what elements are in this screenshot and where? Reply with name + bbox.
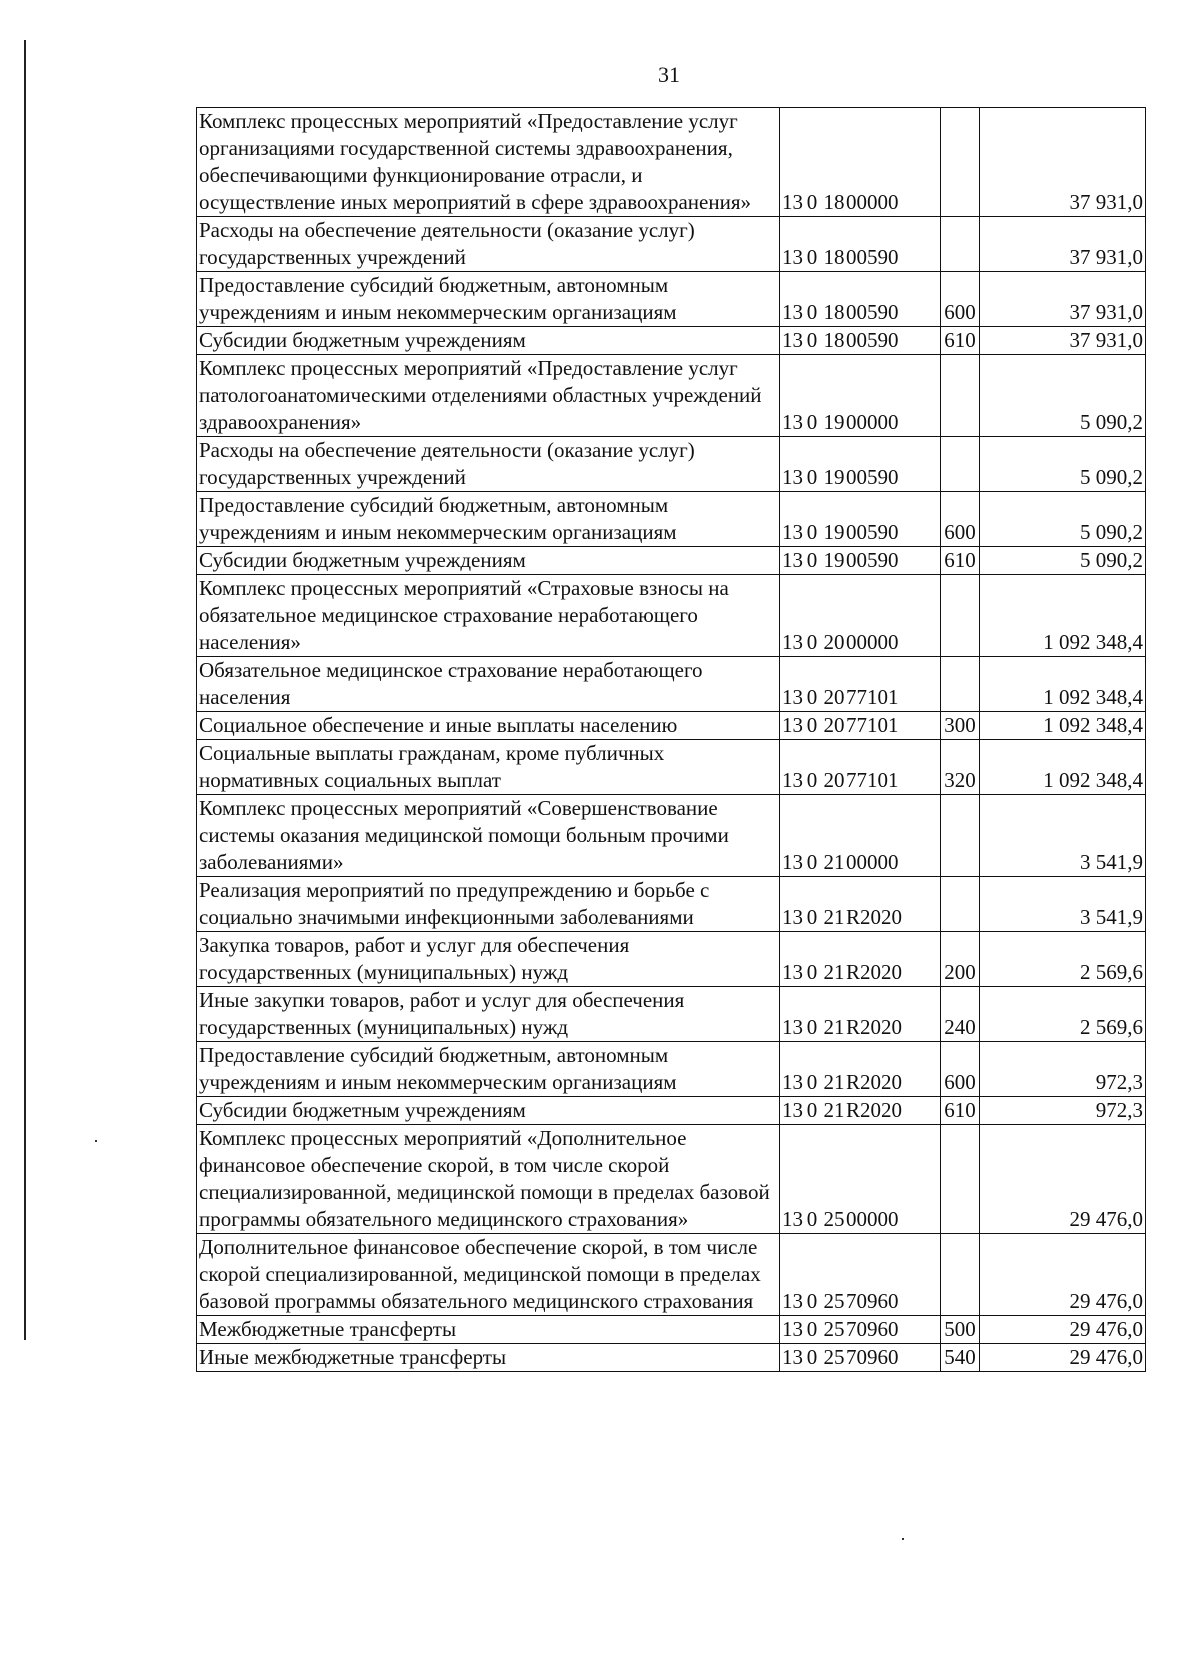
row-expense-type bbox=[941, 1125, 980, 1234]
row-expense-type bbox=[941, 355, 980, 437]
row-amount: 29 476,0 bbox=[980, 1316, 1146, 1344]
row-code bbox=[780, 1097, 941, 1125]
row-code-part: 0 bbox=[806, 520, 818, 544]
row-code-part: 00590 bbox=[846, 520, 899, 544]
row-code-part: 0 bbox=[806, 300, 818, 324]
row-code-part: 70960 bbox=[846, 1345, 899, 1369]
row-code bbox=[780, 877, 941, 932]
row-code-part: 0 bbox=[806, 1289, 818, 1313]
row-expense-type: 600 bbox=[941, 492, 980, 547]
table-row bbox=[197, 108, 1146, 217]
row-expense-type: 610 bbox=[941, 547, 980, 575]
table-row bbox=[197, 437, 1146, 492]
row-code-part: 13 bbox=[782, 960, 803, 984]
row-code-part: 20 bbox=[823, 713, 845, 737]
scan-speck bbox=[95, 1140, 97, 1142]
row-code-part: 21 bbox=[823, 1070, 845, 1094]
row-code-part: R2020 bbox=[846, 960, 903, 984]
row-code bbox=[780, 575, 941, 657]
row-code-part: 13 bbox=[782, 300, 803, 324]
table-row bbox=[197, 1042, 1146, 1097]
row-amount: 29 476,0 bbox=[980, 1234, 1146, 1316]
row-code-part: 00590 bbox=[846, 300, 899, 324]
row-name: Расходы на обеспечение деятельности (оказание услуг) государственных учреждений bbox=[197, 437, 780, 492]
row-code-part: 13 bbox=[782, 1207, 803, 1231]
row-code-part: 00000 bbox=[846, 850, 899, 874]
row-code-part: 77101 bbox=[846, 685, 899, 709]
row-code bbox=[780, 1042, 941, 1097]
row-amount: 37 931,0 bbox=[980, 108, 1146, 217]
budget-table-body bbox=[197, 108, 1146, 1372]
row-expense-type bbox=[941, 877, 980, 932]
row-code-part: 0 bbox=[806, 328, 818, 352]
row-code bbox=[780, 1125, 941, 1234]
row-code-part: 0 bbox=[806, 465, 818, 489]
scan-speck bbox=[902, 1538, 904, 1540]
row-code bbox=[780, 1316, 941, 1344]
table-row bbox=[197, 492, 1146, 547]
table-row bbox=[197, 355, 1146, 437]
row-code-part: 13 bbox=[782, 245, 803, 269]
row-expense-type: 300 bbox=[941, 712, 980, 740]
row-code-part: 77101 bbox=[846, 768, 899, 792]
row-code-part: 20 bbox=[823, 685, 845, 709]
row-name: Дополнительное финансовое обеспечение скорой, в том числе скорой специализированной, медицинской помощи в пределах базовой программы обязательного медицинского страхования bbox=[197, 1234, 780, 1316]
row-code-part: 13 bbox=[782, 190, 803, 214]
table-row bbox=[197, 740, 1146, 795]
row-name: Предоставление субсидий бюджетным, автономным учреждениям и иным некоммерческим организациям bbox=[197, 272, 780, 327]
table-row bbox=[197, 712, 1146, 740]
scan-margin-line bbox=[24, 40, 26, 1340]
row-code-part: 25 bbox=[823, 1207, 845, 1231]
row-code-part: 13 bbox=[782, 1070, 803, 1094]
row-code-part: 0 bbox=[806, 245, 818, 269]
row-code-part: R2020 bbox=[846, 905, 903, 929]
row-amount: 37 931,0 bbox=[980, 217, 1146, 272]
row-code bbox=[780, 327, 941, 355]
row-code-part: 19 bbox=[823, 548, 845, 572]
row-name: Предоставление субсидий бюджетным, автономным учреждениям и иным некоммерческим организациям bbox=[197, 492, 780, 547]
row-expense-type bbox=[941, 108, 980, 217]
row-expense-type: 500 bbox=[941, 1316, 980, 1344]
row-code-part: 13 bbox=[782, 1345, 803, 1369]
row-code-part: 18 bbox=[823, 300, 845, 324]
row-expense-type bbox=[941, 575, 980, 657]
row-code bbox=[780, 217, 941, 272]
row-code-part: 00000 bbox=[846, 190, 899, 214]
row-code-part: 70960 bbox=[846, 1289, 899, 1313]
row-code-part: 0 bbox=[806, 410, 818, 434]
row-amount: 1 092 348,4 bbox=[980, 740, 1146, 795]
row-code bbox=[780, 108, 941, 217]
row-code-part: 0 bbox=[806, 713, 818, 737]
row-code-part: 77101 bbox=[846, 713, 899, 737]
table-row bbox=[197, 795, 1146, 877]
row-code-part: 0 bbox=[806, 850, 818, 874]
row-code-part: 00000 bbox=[846, 410, 899, 434]
row-amount: 37 931,0 bbox=[980, 272, 1146, 327]
row-code-part: 00000 bbox=[846, 630, 899, 654]
row-amount: 2 569,6 bbox=[980, 932, 1146, 987]
table-row bbox=[197, 657, 1146, 712]
row-expense-type: 540 bbox=[941, 1344, 980, 1372]
row-amount: 972,3 bbox=[980, 1097, 1146, 1125]
row-code-part: 0 bbox=[806, 905, 818, 929]
page-number: 31 bbox=[658, 62, 680, 87]
row-name: Комплекс процессных мероприятий «Предоставление услуг патологоанатомическими отделениями областных учреждений здравоохранения» bbox=[197, 355, 780, 437]
row-code-part: 21 bbox=[823, 1015, 845, 1039]
row-name: Комплекс процессных мероприятий «Предоставление услуг организациями государственной системы здравоохранения, обеспечивающими функционирование отрасли, и осуществление иных мероприятий в сфере здравоохранения» bbox=[197, 108, 780, 217]
row-code-part: 13 bbox=[782, 465, 803, 489]
row-code-part: 13 bbox=[782, 630, 803, 654]
row-code-part: 0 bbox=[806, 1317, 818, 1341]
row-code-part: 13 bbox=[782, 685, 803, 709]
table-row bbox=[197, 1316, 1146, 1344]
table-row bbox=[197, 1125, 1146, 1234]
row-name: Комплекс процессных мероприятий «Дополнительное финансовое обеспечение скорой, в том числе скорой специализированной, медицинской помощи в пределах базовой программы обязательного медицинского страхования» bbox=[197, 1125, 780, 1234]
row-code bbox=[780, 547, 941, 575]
row-name: Иные межбюджетные трансферты bbox=[197, 1344, 780, 1372]
table-row bbox=[197, 1344, 1146, 1372]
row-amount: 5 090,2 bbox=[980, 547, 1146, 575]
row-code-part: 0 bbox=[806, 1070, 818, 1094]
row-code-part: 13 bbox=[782, 1098, 803, 1122]
row-amount: 1 092 348,4 bbox=[980, 712, 1146, 740]
row-code-part: R2020 bbox=[846, 1015, 903, 1039]
row-code-part: 00590 bbox=[846, 548, 899, 572]
row-amount: 3 541,9 bbox=[980, 877, 1146, 932]
row-code-part: 13 bbox=[782, 1317, 803, 1341]
row-name: Обязательное медицинское страхование неработающего населения bbox=[197, 657, 780, 712]
row-expense-type bbox=[941, 437, 980, 492]
row-name: Комплекс процессных мероприятий «Страховые взносы на обязательное медицинское страхование неработающего населения» bbox=[197, 575, 780, 657]
table-row bbox=[197, 327, 1146, 355]
row-code-part: 13 bbox=[782, 850, 803, 874]
row-code-part: 13 bbox=[782, 410, 803, 434]
row-name: Субсидии бюджетным учреждениям bbox=[197, 547, 780, 575]
row-name: Субсидии бюджетным учреждениям bbox=[197, 1097, 780, 1125]
row-name: Социальные выплаты гражданам, кроме публичных нормативных социальных выплат bbox=[197, 740, 780, 795]
row-expense-type: 200 bbox=[941, 932, 980, 987]
row-code-part: 0 bbox=[806, 1098, 818, 1122]
row-amount: 2 569,6 bbox=[980, 987, 1146, 1042]
row-expense-type: 600 bbox=[941, 272, 980, 327]
row-amount: 3 541,9 bbox=[980, 795, 1146, 877]
row-code-part: 13 bbox=[782, 1015, 803, 1039]
row-code bbox=[780, 355, 941, 437]
row-code-part: 00590 bbox=[846, 328, 899, 352]
row-name: Предоставление субсидий бюджетным, автономным учреждениям и иным некоммерческим организациям bbox=[197, 1042, 780, 1097]
row-code-part: 00590 bbox=[846, 465, 899, 489]
row-code-part: 0 bbox=[806, 548, 818, 572]
row-code-part: 13 bbox=[782, 520, 803, 544]
row-code-part: 21 bbox=[823, 1098, 845, 1122]
row-code-part: 0 bbox=[806, 1015, 818, 1039]
row-expense-type: 240 bbox=[941, 987, 980, 1042]
table-row bbox=[197, 1234, 1146, 1316]
row-code-part: 18 bbox=[823, 245, 845, 269]
row-code bbox=[780, 657, 941, 712]
row-code-part: 21 bbox=[823, 960, 845, 984]
row-code bbox=[780, 437, 941, 492]
row-code-part: R2020 bbox=[846, 1098, 903, 1122]
row-code-part: 0 bbox=[806, 685, 818, 709]
row-code-part: 19 bbox=[823, 520, 845, 544]
row-code-part: 0 bbox=[806, 630, 818, 654]
row-code-part: 25 bbox=[823, 1345, 845, 1369]
row-expense-type: 320 bbox=[941, 740, 980, 795]
row-code bbox=[780, 1234, 941, 1316]
row-code-part: 21 bbox=[823, 905, 845, 929]
row-amount: 29 476,0 bbox=[980, 1125, 1146, 1234]
row-code bbox=[780, 492, 941, 547]
row-expense-type: 600 bbox=[941, 1042, 980, 1097]
row-amount: 972,3 bbox=[980, 1042, 1146, 1097]
row-code bbox=[780, 740, 941, 795]
table-row bbox=[197, 575, 1146, 657]
row-code-part: 21 bbox=[823, 850, 845, 874]
row-code-part: 18 bbox=[823, 328, 845, 352]
row-code-part: 0 bbox=[806, 1345, 818, 1369]
row-code-part: 20 bbox=[823, 768, 845, 792]
table-row bbox=[197, 877, 1146, 932]
row-code-part: 19 bbox=[823, 410, 845, 434]
row-expense-type: 610 bbox=[941, 1097, 980, 1125]
row-code-part: 00590 bbox=[846, 245, 899, 269]
row-code-part: 0 bbox=[806, 1207, 818, 1231]
row-amount: 5 090,2 bbox=[980, 437, 1146, 492]
row-expense-type: 610 bbox=[941, 327, 980, 355]
row-name: Межбюджетные трансферты bbox=[197, 1316, 780, 1344]
row-code-part: 18 bbox=[823, 190, 845, 214]
table-row bbox=[197, 987, 1146, 1042]
row-code-part: 13 bbox=[782, 905, 803, 929]
row-code-part: 0 bbox=[806, 190, 818, 214]
row-expense-type bbox=[941, 795, 980, 877]
table-row bbox=[197, 1097, 1146, 1125]
row-code bbox=[780, 795, 941, 877]
row-code-part: 00000 bbox=[846, 1207, 899, 1231]
row-code bbox=[780, 1344, 941, 1372]
row-name: Расходы на обеспечение деятельности (оказание услуг) государственных учреждений bbox=[197, 217, 780, 272]
row-code-part: 13 bbox=[782, 1289, 803, 1313]
row-name: Иные закупки товаров, работ и услуг для обеспечения государственных (муниципальных) нужд bbox=[197, 987, 780, 1042]
table-row bbox=[197, 217, 1146, 272]
row-amount: 29 476,0 bbox=[980, 1344, 1146, 1372]
row-expense-type bbox=[941, 217, 980, 272]
row-code-part: R2020 bbox=[846, 1070, 903, 1094]
row-code bbox=[780, 932, 941, 987]
row-name: Закупка товаров, работ и услуг для обеспечения государственных (муниципальных) нужд bbox=[197, 932, 780, 987]
row-code bbox=[780, 987, 941, 1042]
row-expense-type bbox=[941, 657, 980, 712]
row-name: Социальное обеспечение и иные выплаты населению bbox=[197, 712, 780, 740]
row-code-part: 13 bbox=[782, 548, 803, 572]
table-row bbox=[197, 272, 1146, 327]
row-code bbox=[780, 712, 941, 740]
row-code-part: 13 bbox=[782, 328, 803, 352]
row-name: Субсидии бюджетным учреждениям bbox=[197, 327, 780, 355]
row-code-part: 13 bbox=[782, 768, 803, 792]
row-code-part: 0 bbox=[806, 960, 818, 984]
row-name: Реализация мероприятий по предупреждению и борьбе с социально значимыми инфекционными заболеваниями bbox=[197, 877, 780, 932]
row-code-part: 19 bbox=[823, 465, 845, 489]
row-code-part: 13 bbox=[782, 713, 803, 737]
row-name: Комплекс процессных мероприятий «Совершенствование системы оказания медицинской помощи больным прочими заболеваниями» bbox=[197, 795, 780, 877]
row-amount: 1 092 348,4 bbox=[980, 575, 1146, 657]
row-code-part: 20 bbox=[823, 630, 845, 654]
row-amount: 5 090,2 bbox=[980, 355, 1146, 437]
row-code-part: 25 bbox=[823, 1289, 845, 1313]
row-amount: 5 090,2 bbox=[980, 492, 1146, 547]
row-expense-type bbox=[941, 1234, 980, 1316]
row-code-part: 70960 bbox=[846, 1317, 899, 1341]
row-amount: 37 931,0 bbox=[980, 327, 1146, 355]
row-amount: 1 092 348,4 bbox=[980, 657, 1146, 712]
table-row bbox=[197, 547, 1146, 575]
row-code-part: 25 bbox=[823, 1317, 845, 1341]
row-code-part: 0 bbox=[806, 768, 818, 792]
row-code bbox=[780, 272, 941, 327]
table-row bbox=[197, 932, 1146, 987]
budget-table bbox=[196, 107, 1146, 1372]
